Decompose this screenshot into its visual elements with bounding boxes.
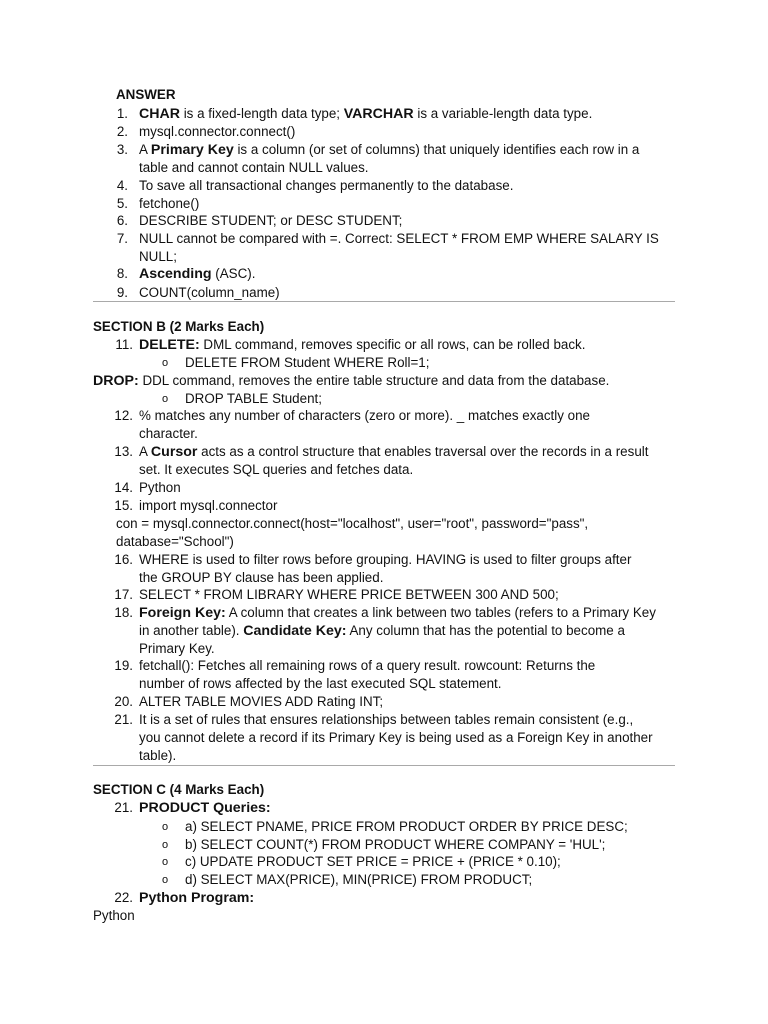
item-number: 7. bbox=[116, 231, 128, 246]
python-program-title: Python Program: bbox=[139, 890, 255, 906]
query-c: c) UPDATE PRODUCT SET PRICE = PRICE + (PRICE * 0.10); bbox=[185, 854, 561, 869]
item-number: 16. bbox=[114, 552, 133, 567]
text-run: Any column that has the potential to become a bbox=[346, 623, 625, 638]
text-run: in another table). bbox=[139, 623, 244, 638]
answer-item-12-line1: % matches any number of characters (zero or more). _ matches exactly one bbox=[139, 408, 591, 423]
item-number: 4. bbox=[116, 178, 128, 193]
answer-item-4 bbox=[139, 177, 513, 195]
item-number: 21. bbox=[114, 800, 133, 815]
answer-heading: ANSWER bbox=[116, 87, 176, 102]
query-a: a) SELECT PNAME, PRICE FROM PRODUCT ORDER BY PRICE DESC; bbox=[185, 819, 628, 834]
text-run: A bbox=[139, 142, 151, 157]
item-number: 12. bbox=[114, 408, 133, 423]
drop-label: DROP: bbox=[93, 373, 139, 389]
bullet-marker: o bbox=[162, 856, 169, 868]
text-run: is a column (or set of columns) that uniquely identifies each row in a bbox=[233, 142, 640, 157]
item-number: 13. bbox=[114, 444, 133, 459]
answer-item-12-line2: character. bbox=[139, 426, 198, 441]
text-run: acts as a control structure that enables traversal over the records in a result bbox=[197, 444, 649, 459]
item-number: 22. bbox=[114, 890, 133, 905]
bold-term: Ascending bbox=[139, 266, 212, 282]
answer-item-8 bbox=[139, 265, 255, 283]
answer-item-21-line2: you cannot delete a record if its Primary Key is being used as a Foreign Key in another bbox=[139, 730, 653, 745]
drop-definition bbox=[93, 372, 609, 390]
query-b: b) SELECT COUNT(*) FROM PRODUCT WHERE COMPANY = 'HUL'; bbox=[185, 837, 606, 852]
answer-item-11 bbox=[139, 336, 585, 354]
answer-item-16-line2: the GROUP BY clause has been applied. bbox=[139, 570, 384, 585]
item-number: 20. bbox=[114, 694, 133, 709]
answer-item-5 bbox=[139, 195, 199, 213]
answer-item-17: SELECT * FROM LIBRARY WHERE PRICE BETWEEN 300 AND 500; bbox=[139, 587, 559, 602]
text-run: A bbox=[139, 444, 151, 459]
item-number: 9. bbox=[116, 285, 128, 300]
item-number: 14. bbox=[114, 480, 133, 495]
answer-item-7-continuation: NULL; bbox=[139, 249, 177, 264]
bold-term: CHAR bbox=[139, 106, 180, 122]
candidate-key-term: Candidate Key: bbox=[243, 623, 347, 639]
product-queries-title: PRODUCT Queries: bbox=[139, 800, 271, 816]
bullet-marker: o bbox=[162, 839, 169, 851]
answer-item-18-line2 bbox=[139, 622, 625, 640]
bullet-marker: o bbox=[162, 357, 169, 369]
item-number: 11. bbox=[115, 337, 133, 352]
section-c-heading: SECTION C (4 Marks Each) bbox=[93, 782, 265, 797]
delete-example: DELETE FROM Student WHERE Roll=1; bbox=[185, 355, 430, 370]
item-number: 19. bbox=[114, 658, 133, 673]
answer-item-18-line3: Primary Key. bbox=[139, 641, 215, 656]
answer-item-16-line1: WHERE is used to filter rows before grouping. HAVING is used to filter groups after bbox=[139, 552, 632, 567]
delete-text: DML command, removes specific or all rows, can be rolled back. bbox=[199, 337, 586, 352]
item-number: 6. bbox=[116, 213, 128, 228]
code-line: database="School") bbox=[116, 534, 234, 549]
section-divider bbox=[93, 765, 675, 766]
text-run: A column that creates a link between two tables (refers to a Primary Key bbox=[225, 605, 656, 620]
answer-item-3 bbox=[139, 141, 639, 159]
bold-term: VARCHAR bbox=[343, 106, 414, 122]
item-number: 3. bbox=[116, 142, 128, 157]
section-b-heading: SECTION B (2 Marks Each) bbox=[93, 319, 265, 334]
answer-item-15: import mysql.connector bbox=[139, 498, 278, 513]
item-number: 8. bbox=[116, 266, 128, 281]
answer-item-13-line1 bbox=[139, 443, 648, 461]
answer-item-20: ALTER TABLE MOVIES ADD Rating INT; bbox=[139, 694, 384, 709]
item-number: 18. bbox=[114, 605, 133, 620]
cursor-term: Cursor bbox=[150, 444, 198, 460]
bullet-marker: o bbox=[162, 393, 169, 405]
drop-text: DDL command, removes the entire table structure and data from the database. bbox=[138, 373, 610, 388]
item-number: 5. bbox=[116, 196, 128, 211]
python-label: Python bbox=[93, 908, 135, 923]
item-number: 21. bbox=[114, 712, 133, 727]
answer-item-3-continuation: table and cannot contain NULL values. bbox=[139, 160, 369, 175]
answer-item-19-line1: fetchall(): Fetches all remaining rows of a query result. rowcount: Returns the bbox=[139, 658, 596, 673]
answer-item-1 bbox=[139, 105, 592, 123]
section-divider bbox=[93, 301, 675, 302]
bullet-marker: o bbox=[162, 874, 169, 886]
text-run: To save all transactional changes permanently to the database. bbox=[139, 178, 514, 193]
answer-item-2 bbox=[139, 123, 295, 141]
answer-item-18-line1 bbox=[139, 604, 656, 622]
item-number: 2. bbox=[116, 124, 128, 139]
drop-example: DROP TABLE Student; bbox=[185, 391, 322, 406]
text-run: mysql.connector.connect() bbox=[139, 124, 296, 139]
answer-item-21-line1: It is a set of rules that ensures relationships between tables remain consistent (e.g., bbox=[139, 712, 634, 727]
item-number: 1. bbox=[116, 106, 128, 121]
bold-term: Primary Key bbox=[150, 142, 234, 158]
text-run: is a fixed-length data type; bbox=[179, 106, 344, 121]
text-run: fetchone() bbox=[139, 196, 200, 211]
answer-item-14: Python bbox=[139, 480, 181, 495]
answer-item-13-line2: set. It executes SQL queries and fetches data. bbox=[139, 462, 414, 477]
text-run: (ASC). bbox=[211, 266, 256, 281]
answer-item-21-line3: table). bbox=[139, 748, 177, 763]
bullet-marker: o bbox=[162, 821, 169, 833]
delete-label: DELETE: bbox=[139, 337, 200, 353]
item-number: 15. bbox=[114, 498, 133, 513]
foreign-key-term: Foreign Key: bbox=[139, 605, 226, 621]
query-d: d) SELECT MAX(PRICE), MIN(PRICE) FROM PRODUCT; bbox=[185, 872, 533, 887]
answer-item-7 bbox=[139, 230, 659, 248]
item-number: 17. bbox=[114, 587, 133, 602]
text-run: DESCRIBE STUDENT; or DESC STUDENT; bbox=[139, 213, 403, 228]
code-line: con = mysql.connector.connect(host="localhost", user="root", password="pass", bbox=[116, 516, 589, 531]
text-run: is a variable-length data type. bbox=[413, 106, 593, 121]
text-run: NULL cannot be compared with =. Correct: SELECT * FROM EMP WHERE SALARY IS bbox=[139, 231, 659, 246]
answer-item-19-line2: number of rows affected by the last executed SQL statement. bbox=[139, 676, 502, 691]
text-run: COUNT(column_name) bbox=[139, 285, 280, 300]
answer-item-6 bbox=[139, 212, 402, 230]
answer-item-9 bbox=[139, 284, 280, 302]
